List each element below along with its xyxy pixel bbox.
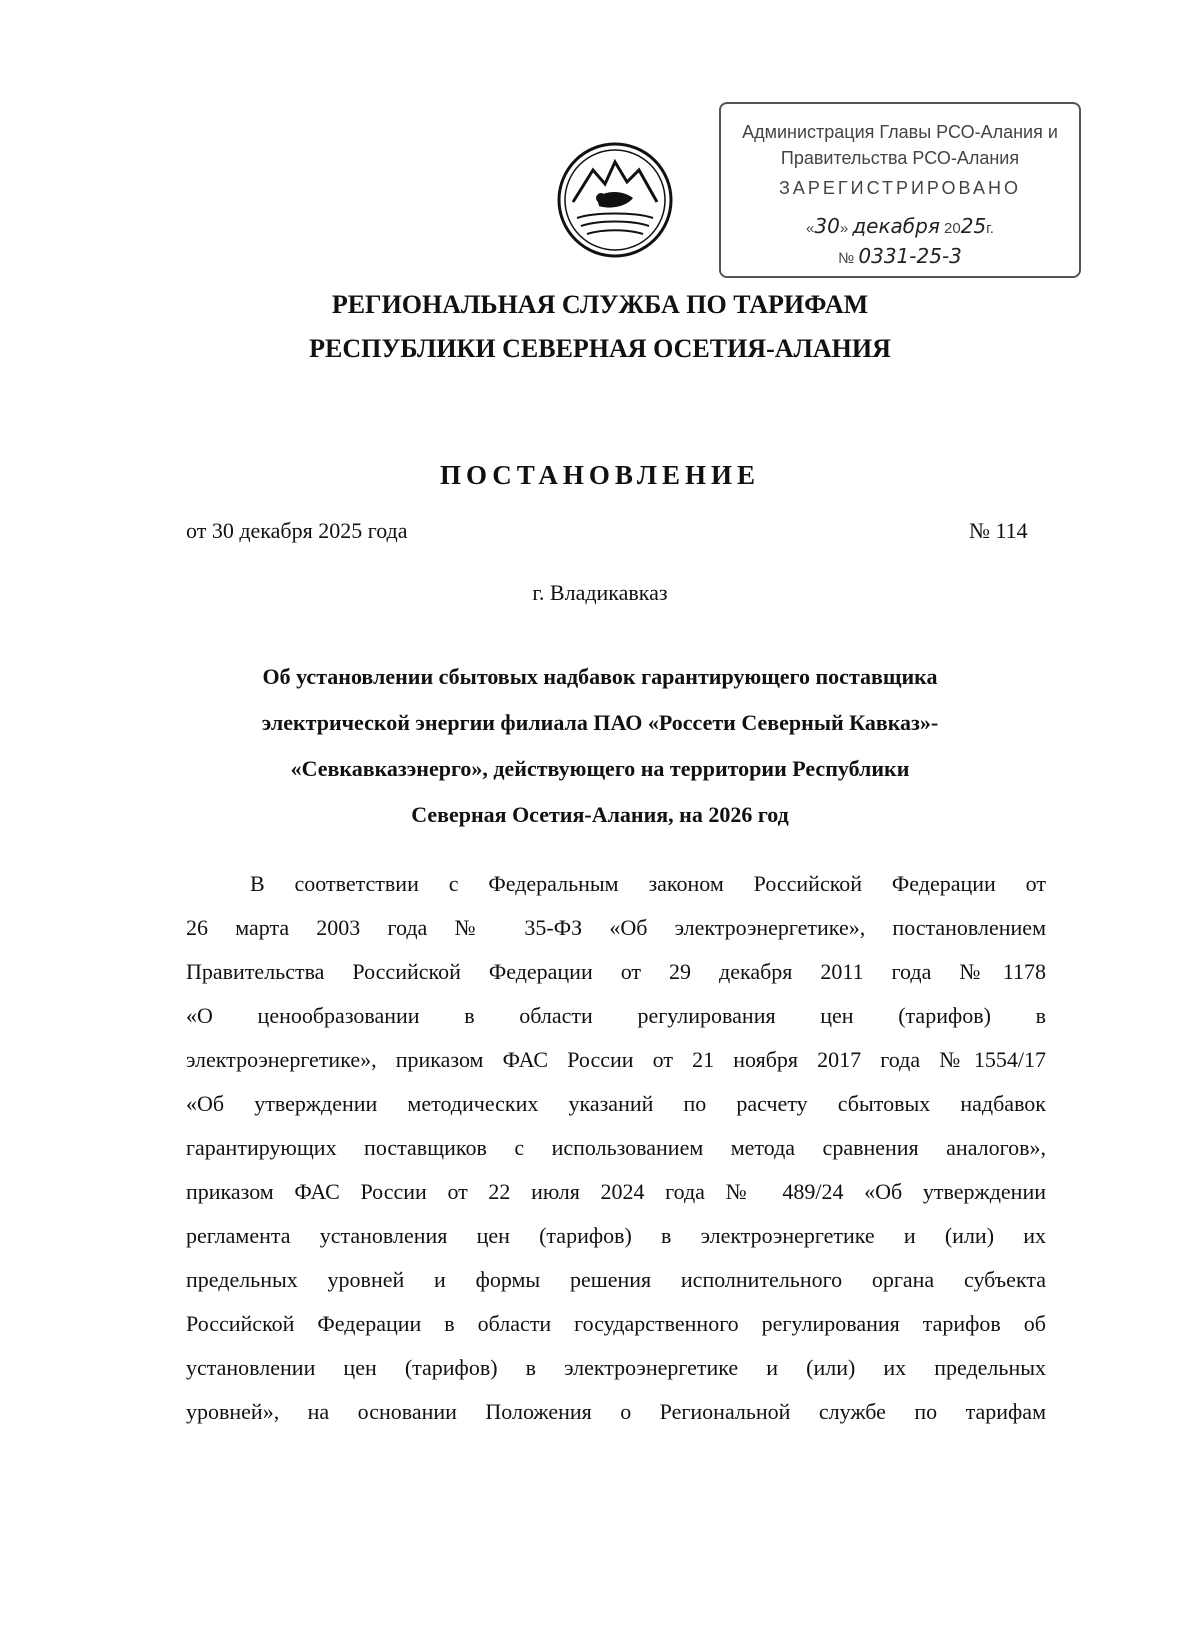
body-paragraph	[186, 862, 1046, 1434]
agency-name-line1: РЕГИОНАЛЬНАЯ СЛУЖБА ПО ТАРИФАМ	[331, 290, 869, 319]
body-line: предельных уровней и формы решения исполнительного органа субъекта	[186, 1267, 1046, 1292]
body-line: Правительства Российской Федерации от 29 декабря 2011 года №1178	[186, 959, 1046, 984]
coat-of-arms-emblem	[555, 140, 675, 260]
agency-name-line2: РЕСПУБЛИКИ СЕВЕРНАЯ ОСЕТИЯ-АЛАНИЯ	[309, 334, 891, 363]
body-line: 26 марта 2003 года № 35-ФЗ «Об электроэнергетике», постановлением	[186, 915, 1046, 940]
title-line: Северная Осетия-Алания, на 2026 год	[411, 802, 789, 827]
stamp-line2: Правительства РСО-Алания	[780, 148, 1020, 168]
body-line: В соответствии с Федеральным законом Российской Федерации от	[250, 871, 1046, 896]
stamp-number-prefix: №	[838, 250, 855, 267]
stamp-line1: Администрация Главы РСО-Алания и	[742, 122, 1058, 142]
body-line: «О ценообразовании в области регулирования цен (тарифов) в	[186, 1003, 1046, 1028]
stamp-date	[721, 214, 1079, 238]
body-line: электроэнергетике», приказом ФАС России от 21 ноября 2017 года №1554/17	[186, 1047, 1046, 1072]
document-title	[170, 654, 1030, 838]
stamp-status: ЗАРЕГИСТРИРОВАНО	[779, 178, 1021, 198]
body-line: приказом ФАС России от 22 июля 2024 года № 489/24 «Об утверждении	[186, 1179, 1046, 1204]
document-type: ПОСТАНОВЛЕНИЕ	[439, 460, 761, 490]
stamp-date-close-quote: »	[839, 220, 849, 237]
body-line: регламента установления цен (тарифов) в электроэнергетике и (или) их	[186, 1223, 1046, 1248]
document-number: № 114	[969, 518, 1028, 543]
title-line: «Севкавказэнерго», действующего на территории Республики	[290, 756, 910, 781]
body-line: установлении цен (тарифов) в электроэнергетике и (или) их предельных	[186, 1355, 1046, 1380]
stamp-number	[721, 244, 1079, 268]
body-line: «Об утверждении методических указаний по расчету сбытовых надбавок	[186, 1091, 1046, 1116]
title-line: Об установлении сбытовых надбавок гарантирующего поставщика	[262, 664, 938, 689]
body-line: Российской Федерации в области государственного регулирования тарифов об	[186, 1311, 1046, 1336]
stamp-year-unit: г.	[986, 220, 994, 237]
stamp-number-value: 0331-25-3	[858, 244, 962, 268]
body-line: уровней», на основании Положения о Региональной службе по тарифам	[186, 1399, 1046, 1424]
body-line: гарантирующих поставщиков с использованием метода сравнения аналогов»,	[186, 1135, 1046, 1160]
stamp-year-prefix: 20	[944, 220, 961, 237]
document-date: от 30 декабря 2025 года	[186, 518, 408, 543]
stamp-date-open-quote: «	[806, 220, 815, 237]
registration-stamp	[719, 102, 1081, 278]
stamp-date-month: декабря	[852, 214, 940, 238]
stamp-date-day: 30	[814, 214, 840, 238]
title-line: электрической энергии филиала ПАО «Россети Северный Кавказ»-	[261, 710, 939, 735]
document-city: г. Владикавказ	[532, 580, 668, 605]
stamp-year-suffix: 25	[960, 214, 987, 238]
